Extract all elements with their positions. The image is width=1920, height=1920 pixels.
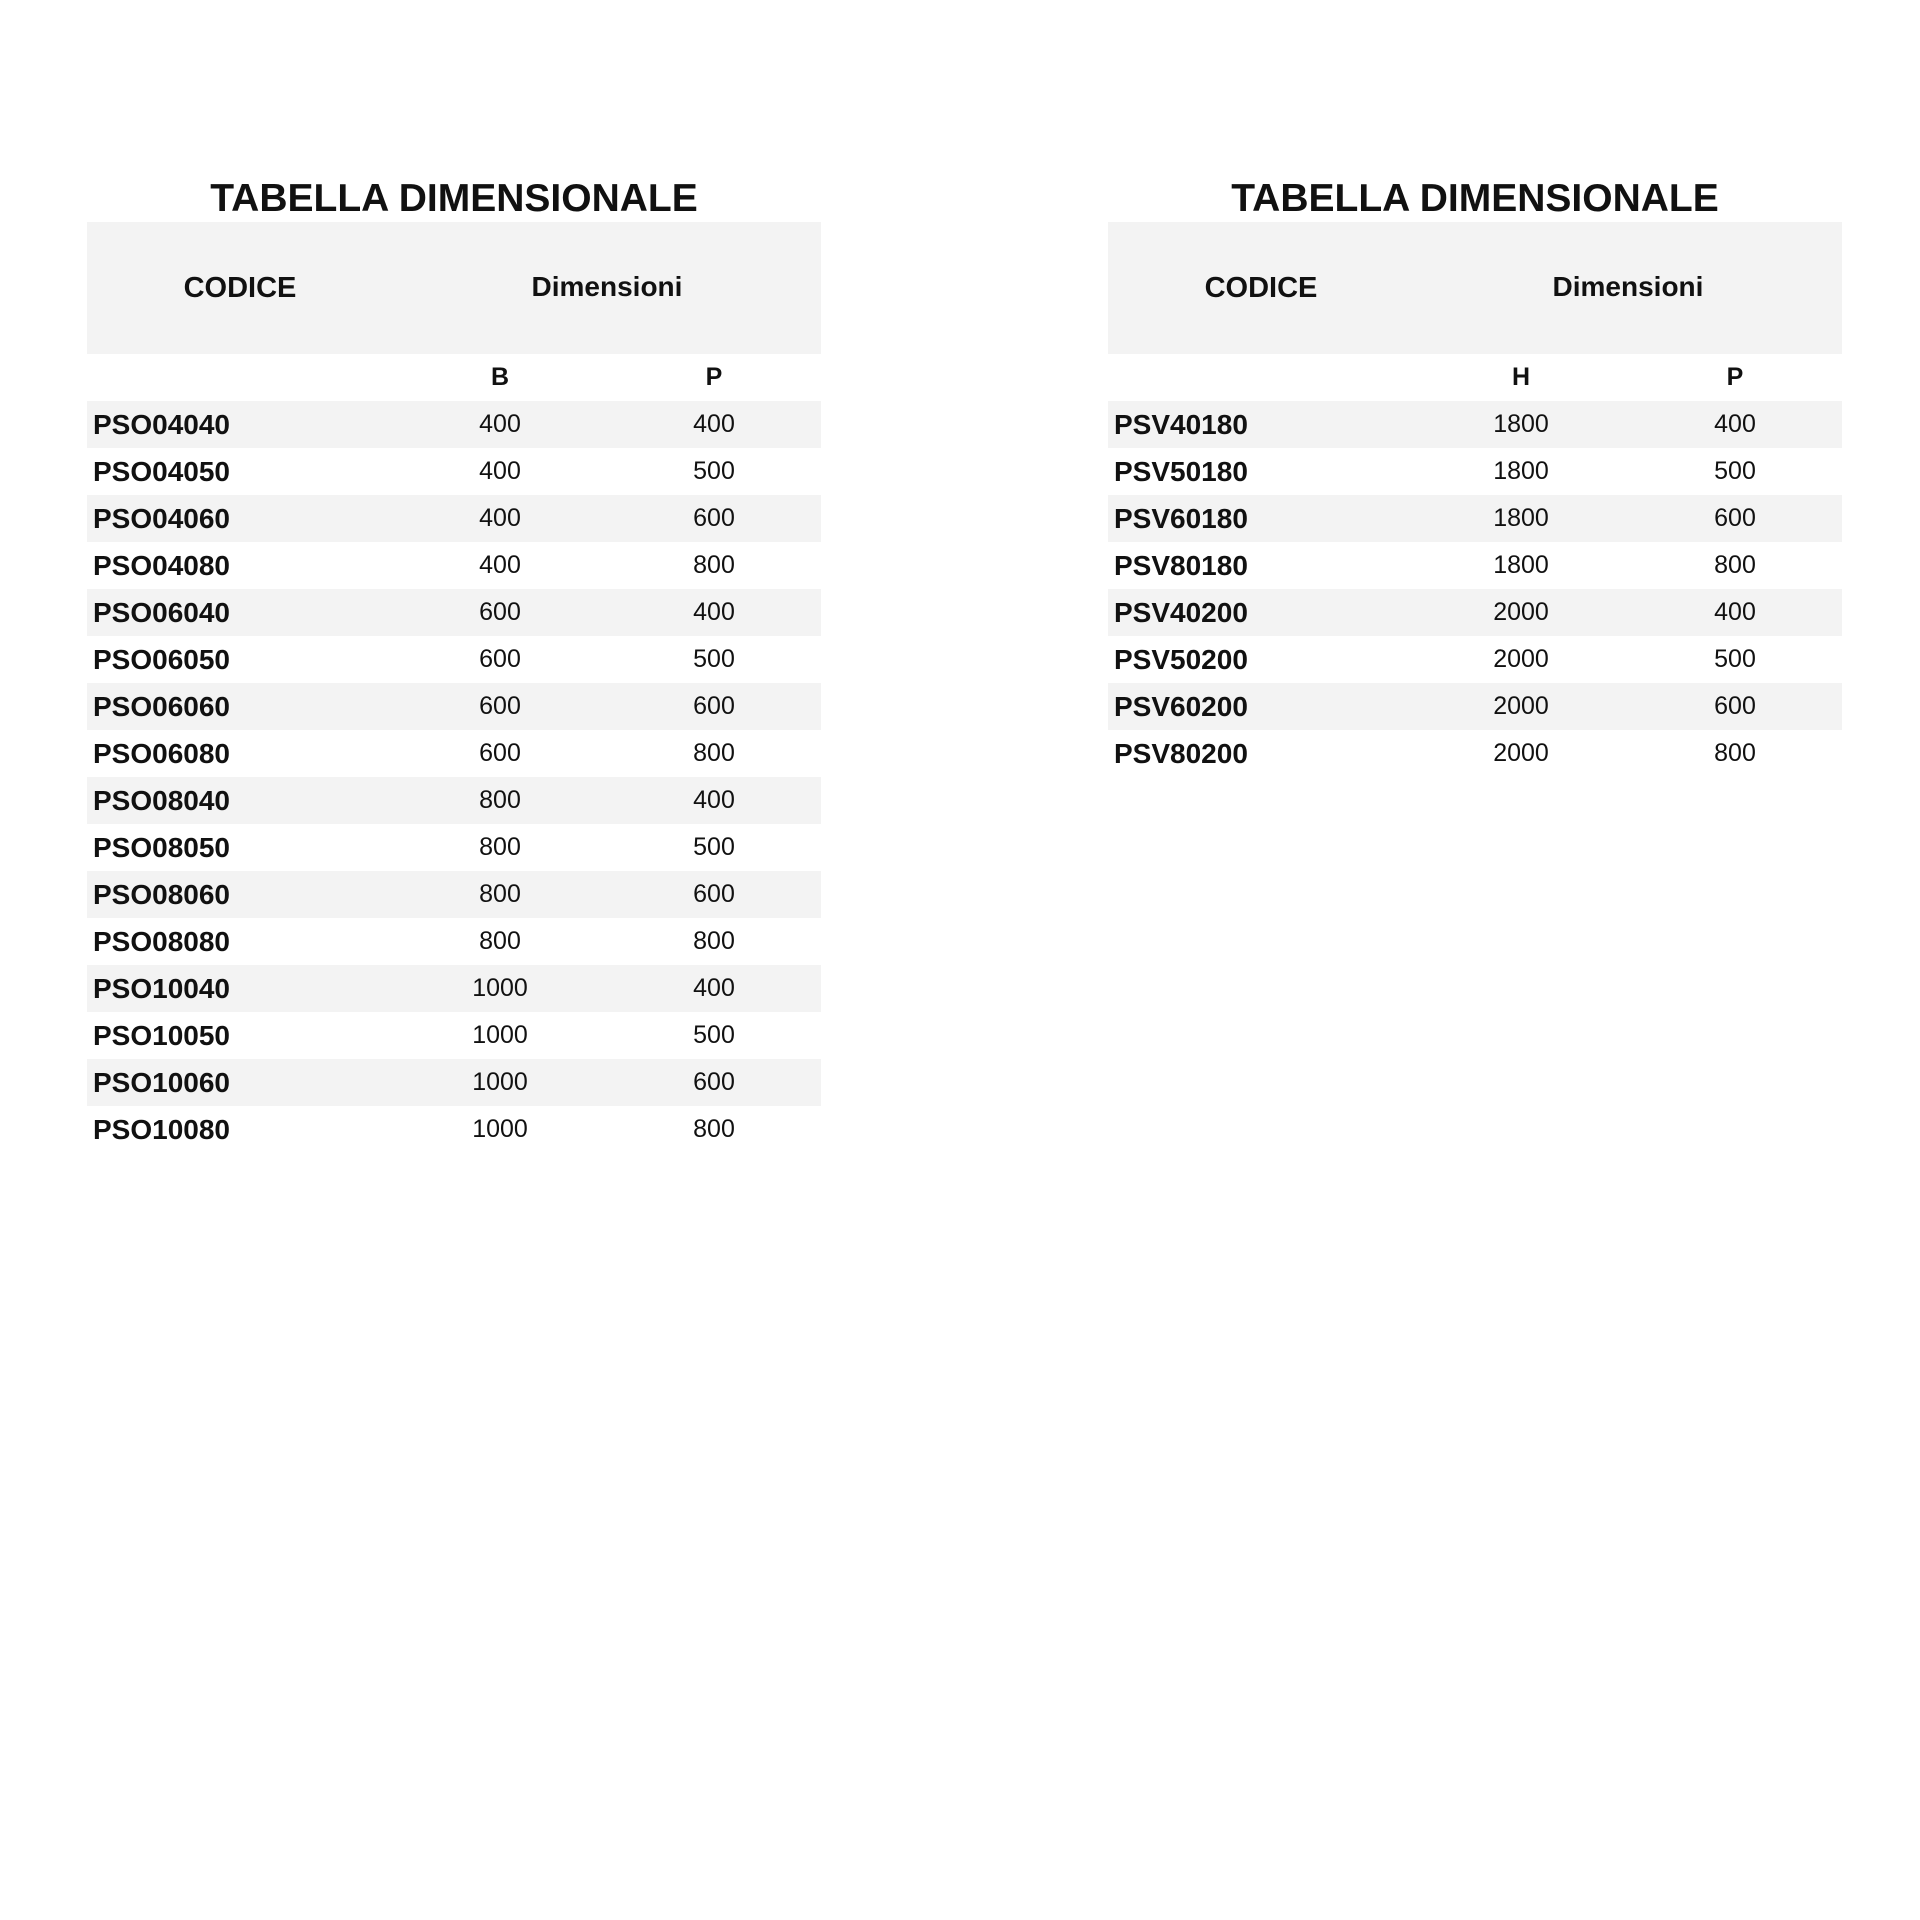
table-row [87, 871, 821, 918]
row-dimension-2: 800 [693, 739, 735, 767]
header-codice: CODICE [1204, 272, 1318, 304]
row-code: PSO10040 [93, 973, 230, 1004]
table-row [87, 1059, 821, 1106]
row-code: PSO04040 [93, 409, 230, 440]
row-code: PSV80200 [1114, 738, 1248, 769]
row-dimension-1: 800 [479, 833, 521, 861]
row-code: PSO04060 [93, 503, 230, 534]
row-dimension-1: 600 [479, 739, 521, 767]
row-code: PSO06040 [93, 597, 230, 628]
row-dimension-2: 400 [1714, 410, 1756, 438]
row-dimension-2: 400 [693, 786, 735, 814]
table-row [1108, 589, 1842, 636]
header-dimensioni: Dimensioni [531, 271, 683, 302]
row-dimension-2: 600 [693, 1068, 735, 1096]
row-code: PSO08040 [93, 785, 230, 816]
table-row [87, 401, 821, 448]
row-dimension-2: 400 [693, 598, 735, 626]
table-subheader [1108, 354, 1842, 401]
header-dimensioni: Dimensioni [1552, 271, 1704, 302]
row-dimension-1: 1800 [1493, 410, 1549, 438]
row-code: PSV80180 [1114, 550, 1248, 581]
table-header [1108, 222, 1842, 354]
row-dimension-2: 500 [693, 1021, 735, 1049]
table-row [87, 1012, 821, 1059]
row-dimension-1: 1800 [1493, 551, 1549, 579]
row-code: PSO10050 [93, 1020, 230, 1051]
row-code: PSO08050 [93, 832, 230, 863]
row-dimension-2: 800 [693, 927, 735, 955]
row-dimension-1: 400 [479, 457, 521, 485]
table-header [87, 222, 821, 354]
table-row [87, 918, 821, 965]
row-code: PSV40200 [1114, 597, 1248, 628]
table-row [87, 683, 821, 730]
table-row [1108, 636, 1842, 683]
subheader-b: B [490, 363, 510, 391]
row-dimension-1: 1000 [472, 1115, 528, 1143]
row-dimension-1: 2000 [1493, 692, 1549, 720]
row-dimension-1: 800 [479, 927, 521, 955]
row-dimension-2: 400 [1714, 598, 1756, 626]
table-row [87, 589, 821, 636]
row-dimension-1: 400 [479, 551, 521, 579]
row-code: PSV60200 [1114, 691, 1248, 722]
row-dimension-1: 1800 [1493, 457, 1549, 485]
row-code: PSV50180 [1114, 456, 1248, 487]
row-dimension-2: 600 [693, 504, 735, 532]
row-code: PSV40180 [1114, 409, 1248, 440]
row-code: PSO04080 [93, 550, 230, 581]
table-row [1108, 448, 1842, 495]
table-row [87, 777, 821, 824]
row-code: PSV50200 [1114, 644, 1248, 675]
row-dimension-1: 600 [479, 692, 521, 720]
row-code: PSO06060 [93, 691, 230, 722]
dimension-table-psv [1108, 176, 1842, 777]
table-row [87, 1106, 821, 1153]
dimension-table-pso [87, 176, 821, 1153]
table-body [1108, 401, 1842, 777]
subheader-p: P [1726, 363, 1744, 391]
row-dimension-2: 600 [1714, 692, 1756, 720]
row-code: PSO10080 [93, 1114, 230, 1145]
row-code: PSO06080 [93, 738, 230, 769]
table-row [1108, 495, 1842, 542]
row-dimension-2: 800 [693, 1115, 735, 1143]
row-dimension-1: 2000 [1493, 598, 1549, 626]
row-dimension-1: 1000 [472, 1068, 528, 1096]
table-title: TABELLA DIMENSIONALE [1231, 177, 1719, 220]
row-dimension-1: 1000 [472, 974, 528, 1002]
row-dimension-2: 600 [1714, 504, 1756, 532]
row-dimension-2: 800 [1714, 551, 1756, 579]
subheader-p: P [705, 363, 723, 391]
row-dimension-2: 400 [693, 410, 735, 438]
row-code: PSV60180 [1114, 503, 1248, 534]
row-dimension-1: 800 [479, 786, 521, 814]
row-code: PSO08060 [93, 879, 230, 910]
row-code: PSO08080 [93, 926, 230, 957]
row-dimension-1: 800 [479, 880, 521, 908]
table-row [87, 730, 821, 777]
header-codice: CODICE [183, 272, 297, 304]
table-row [87, 824, 821, 871]
row-dimension-2: 800 [693, 551, 735, 579]
table-row [1108, 683, 1842, 730]
row-dimension-1: 2000 [1493, 645, 1549, 673]
row-dimension-2: 500 [693, 833, 735, 861]
row-code: PSO10060 [93, 1067, 230, 1098]
row-dimension-1: 600 [479, 645, 521, 673]
row-dimension-2: 500 [693, 645, 735, 673]
table-subheader [87, 354, 821, 401]
table-row [1108, 401, 1842, 448]
row-dimension-1: 400 [479, 504, 521, 532]
table-row [87, 965, 821, 1012]
row-dimension-2: 600 [693, 880, 735, 908]
row-dimension-2: 500 [1714, 457, 1756, 485]
subheader-h: H [1511, 363, 1531, 391]
table-row [87, 542, 821, 589]
table-body [87, 401, 821, 1153]
table-row [87, 448, 821, 495]
row-code: PSO04050 [93, 456, 230, 487]
row-dimension-2: 400 [693, 974, 735, 1002]
row-dimension-1: 1800 [1493, 504, 1549, 532]
row-dimension-2: 800 [1714, 739, 1756, 767]
row-dimension-2: 600 [693, 692, 735, 720]
table-row [1108, 730, 1842, 777]
row-dimension-1: 2000 [1493, 739, 1549, 767]
table-row [87, 495, 821, 542]
table-row [87, 636, 821, 683]
row-dimension-1: 400 [479, 410, 521, 438]
table-row [1108, 542, 1842, 589]
row-dimension-1: 600 [479, 598, 521, 626]
table-title: TABELLA DIMENSIONALE [210, 177, 698, 220]
row-dimension-2: 500 [1714, 645, 1756, 673]
row-dimension-2: 500 [693, 457, 735, 485]
row-dimension-1: 1000 [472, 1021, 528, 1049]
row-code: PSO06050 [93, 644, 230, 675]
